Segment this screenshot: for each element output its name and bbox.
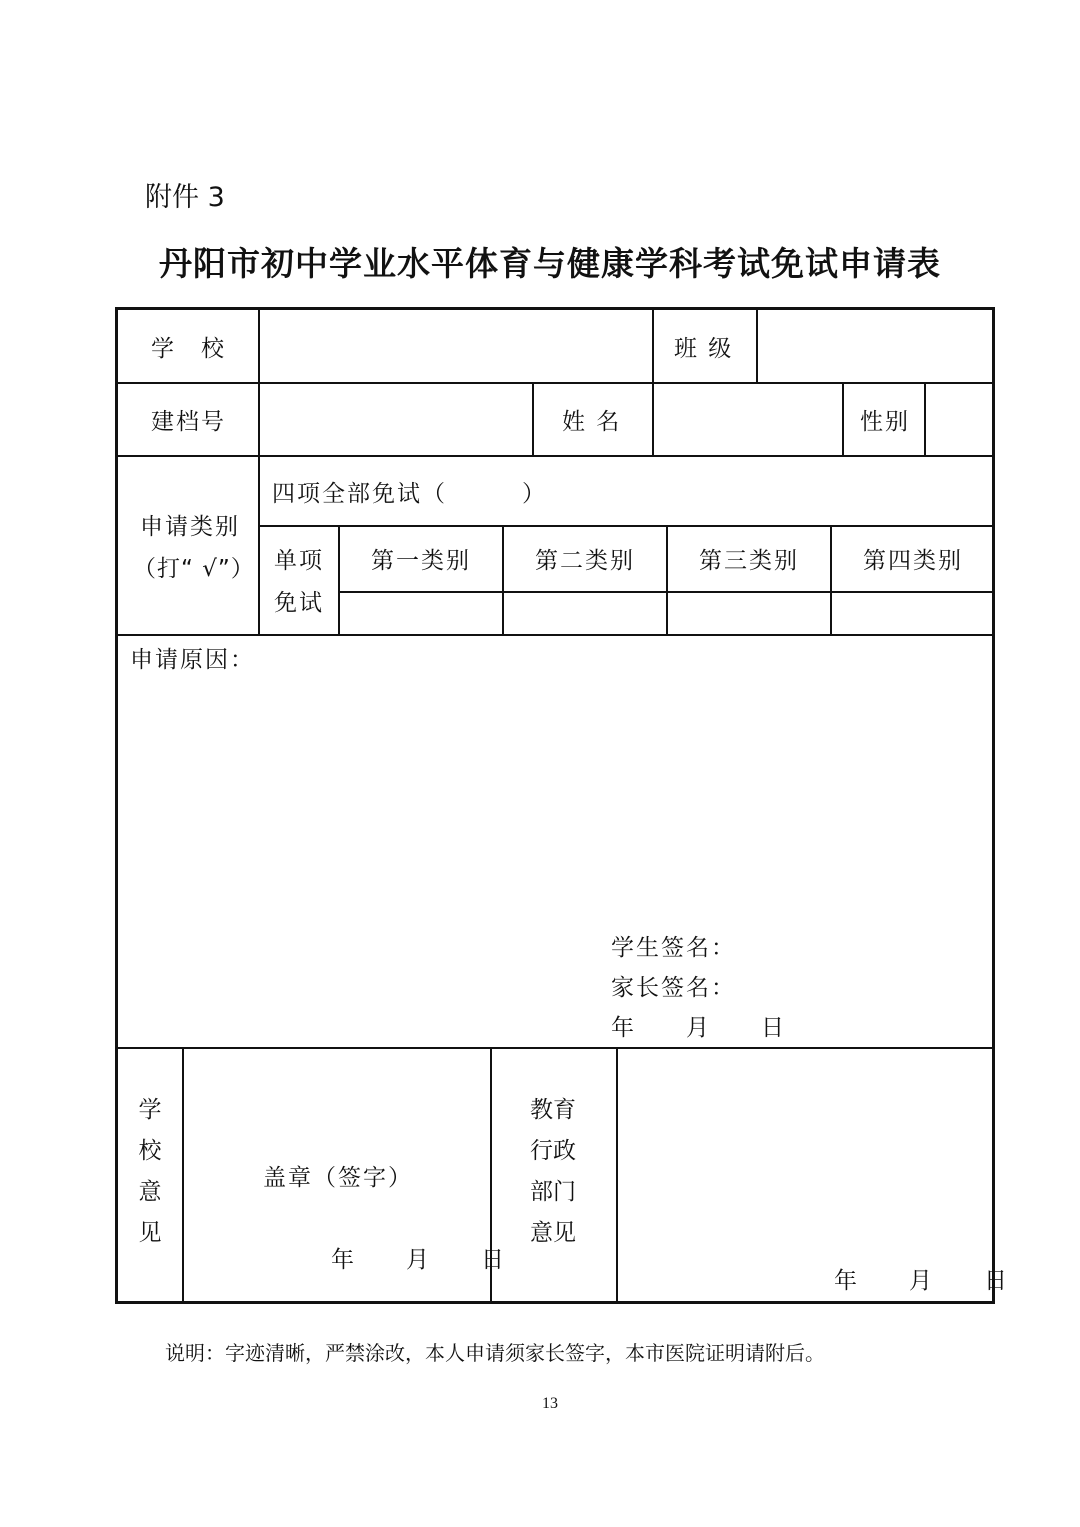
education-opinion-date: 年 月 日 [834, 1268, 1009, 1294]
category-4-label: 第四类别 [863, 548, 963, 574]
education-dept-opinion-label: 教育 行政 部门 意见 [530, 1097, 576, 1246]
school-seal-label: 盖章（签字） [263, 1165, 413, 1191]
all-exempt-option: 四项全部免试（ ） [272, 481, 547, 507]
school-opinion-date: 年 月 日 [331, 1247, 506, 1273]
checkmark-instruction: （打“ √”） [133, 556, 255, 582]
application-form-table [115, 307, 1009, 1304]
name-label: 姓 名 [562, 409, 622, 435]
page-number: 13 [542, 1395, 558, 1412]
category-3-label: 第三类别 [699, 548, 799, 574]
form-title: 丹阳市初中学业水平体育与健康学科考试免试申请表 [159, 244, 941, 283]
reason-date: 年 月 日 [611, 1015, 786, 1041]
category-1-label: 第一类别 [371, 548, 471, 574]
application-category-label: 申请类别 [140, 514, 240, 540]
category-2-label: 第二类别 [535, 548, 635, 574]
single-exempt-label-line2: 免试 [274, 590, 324, 616]
attachment-label: 附件 3 [145, 182, 225, 213]
school-opinion-label: 学 校 意 见 [138, 1097, 162, 1246]
student-signature-label: 学生签名： [611, 935, 736, 961]
footer-note: 说明：字迹清晰，严禁涂改，本人申请须家长签字，本市医院证明请附后。 [165, 1341, 825, 1365]
file-number-label: 建档号 [151, 409, 226, 435]
reason-label: 申请原因： [130, 647, 255, 673]
single-exempt-label-line1: 单项 [274, 548, 324, 574]
class-label: 班 级 [674, 336, 734, 362]
school-label: 学 校 [151, 336, 226, 362]
parent-signature-label: 家长签名： [611, 975, 736, 1001]
gender-label: 性别 [860, 409, 910, 435]
